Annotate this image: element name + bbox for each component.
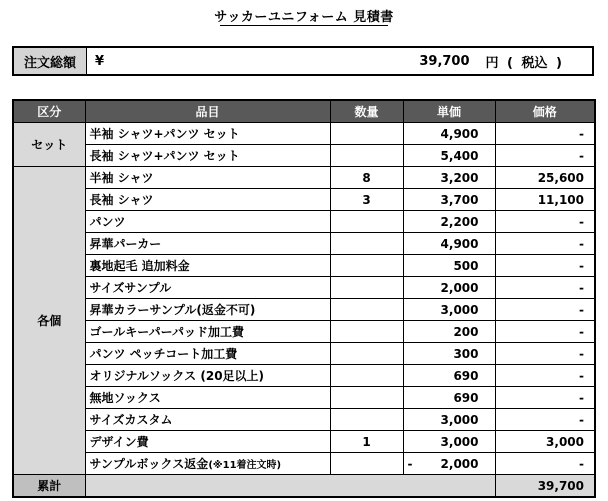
table-row — [13, 343, 595, 365]
table-row — [13, 365, 595, 387]
header-category: 区分 — [13, 100, 85, 123]
price-cell: - — [495, 453, 595, 475]
item-cell: 昇華カラーサンプル(返金不可) — [85, 299, 330, 321]
price-cell: - — [495, 123, 595, 145]
qty-cell — [330, 211, 403, 233]
qty-cell: 8 — [330, 167, 403, 189]
price-cell: - — [495, 321, 595, 343]
unit-price-cell: 3,000 — [403, 409, 495, 431]
item-cell: サイズサンプル — [85, 277, 330, 299]
item-cell: 長袖 シャツ+パンツ セット — [85, 145, 330, 167]
item-cell: パンツ — [85, 211, 330, 233]
table-row — [13, 211, 595, 233]
table-row — [13, 409, 595, 431]
page-title: サッカーユニフォーム 見積書 — [214, 10, 394, 25]
order-total-amount: 39,700 — [419, 53, 470, 69]
price-cell: - — [495, 277, 595, 299]
price-cell: 3,000 — [495, 431, 595, 453]
table-header-row — [13, 100, 595, 123]
table-row — [13, 431, 595, 453]
currency-symbol: ¥ — [95, 53, 105, 69]
order-total-unit: 円 ( 税込 ) — [485, 55, 562, 71]
total-empty — [85, 475, 495, 498]
qty-cell: 1 — [330, 431, 403, 453]
estimate-table — [12, 99, 596, 498]
table-row — [13, 453, 595, 475]
unit-price-cell: 4,900 — [403, 233, 495, 255]
price-cell: - — [495, 145, 595, 167]
unit-price-cell: 3,000 — [403, 431, 495, 453]
unit-price-cell: 300 — [403, 343, 495, 365]
unit-price-cell: 3,700 — [403, 189, 495, 211]
item-cell: ゴールキーパーパッド加工費 — [85, 321, 330, 343]
qty-cell — [330, 123, 403, 145]
total-price: 39,700 — [495, 475, 595, 498]
price-cell: - — [495, 387, 595, 409]
price-cell: - — [495, 409, 595, 431]
item-note: (※11着注文時) — [208, 460, 282, 471]
price-cell: - — [495, 343, 595, 365]
unit-price-cell: 200 — [403, 321, 495, 343]
qty-cell — [330, 387, 403, 409]
unit-price-cell: 4,900 — [403, 123, 495, 145]
qty-cell — [330, 233, 403, 255]
header-qty: 数量 — [330, 100, 403, 123]
unit-price-value: 2,000 — [440, 456, 479, 471]
header-item: 品目 — [85, 100, 330, 123]
category-cell-individual: 各個 — [13, 167, 85, 475]
qty-cell — [330, 299, 403, 321]
price-cell: - — [495, 255, 595, 277]
header-unit-price: 単価 — [403, 100, 495, 123]
item-cell: 無地ソックス — [85, 387, 330, 409]
table-row — [13, 387, 595, 409]
table-row — [13, 233, 595, 255]
item-label: サンプルボックス返金 — [89, 457, 209, 471]
unit-price-cell: 690 — [403, 387, 495, 409]
price-cell: - — [495, 299, 595, 321]
qty-cell — [330, 277, 403, 299]
unit-price-cell: 3,000 — [403, 299, 495, 321]
table-row — [13, 321, 595, 343]
item-cell: オリジナルソックス (20足以上) — [85, 365, 330, 387]
table-row — [13, 299, 595, 321]
order-total-box — [12, 46, 594, 76]
title-underline — [220, 25, 388, 26]
item-cell: 裏地起毛 追加料金 — [85, 255, 330, 277]
table-row — [13, 277, 595, 299]
table-row — [13, 189, 595, 211]
table-row — [13, 145, 595, 167]
qty-cell: 3 — [330, 189, 403, 211]
qty-cell — [330, 365, 403, 387]
unit-price-cell: 500 — [403, 255, 495, 277]
price-cell: - — [495, 211, 595, 233]
price-cell: 11,100 — [495, 189, 595, 211]
price-cell: - — [495, 365, 595, 387]
item-cell — [85, 453, 330, 475]
qty-cell — [330, 453, 403, 475]
price-cell: 25,600 — [495, 167, 595, 189]
category-cell-set: セット — [13, 123, 85, 167]
negative-sign: - — [407, 456, 413, 471]
unit-price-cell: 3,200 — [403, 167, 495, 189]
item-cell: 昇華パーカー — [85, 233, 330, 255]
order-total-label: 注文総額 — [14, 48, 87, 74]
unit-price-cell: 2,000 — [403, 277, 495, 299]
item-cell: デザイン費 — [85, 431, 330, 453]
unit-price-cell: 690 — [403, 365, 495, 387]
item-cell: 半袖 シャツ+パンツ セット — [85, 123, 330, 145]
item-cell: 長袖 シャツ — [85, 189, 330, 211]
unit-price-cell: 5,400 — [403, 145, 495, 167]
price-cell: - — [495, 233, 595, 255]
qty-cell — [330, 145, 403, 167]
qty-cell — [330, 409, 403, 431]
qty-cell — [330, 321, 403, 343]
unit-price-cell: 2,200 — [403, 211, 495, 233]
item-cell: 半袖 シャツ — [85, 167, 330, 189]
table-row — [13, 123, 595, 145]
item-cell: パンツ ペッチコート加工費 — [85, 343, 330, 365]
header-price: 価格 — [495, 100, 595, 123]
total-label: 累計 — [13, 475, 85, 498]
qty-cell — [330, 255, 403, 277]
table-row — [13, 255, 595, 277]
item-cell: サイズカスタム — [85, 409, 330, 431]
total-row — [13, 475, 595, 498]
unit-price-cell — [403, 453, 495, 475]
table-row — [13, 167, 595, 189]
qty-cell — [330, 343, 403, 365]
